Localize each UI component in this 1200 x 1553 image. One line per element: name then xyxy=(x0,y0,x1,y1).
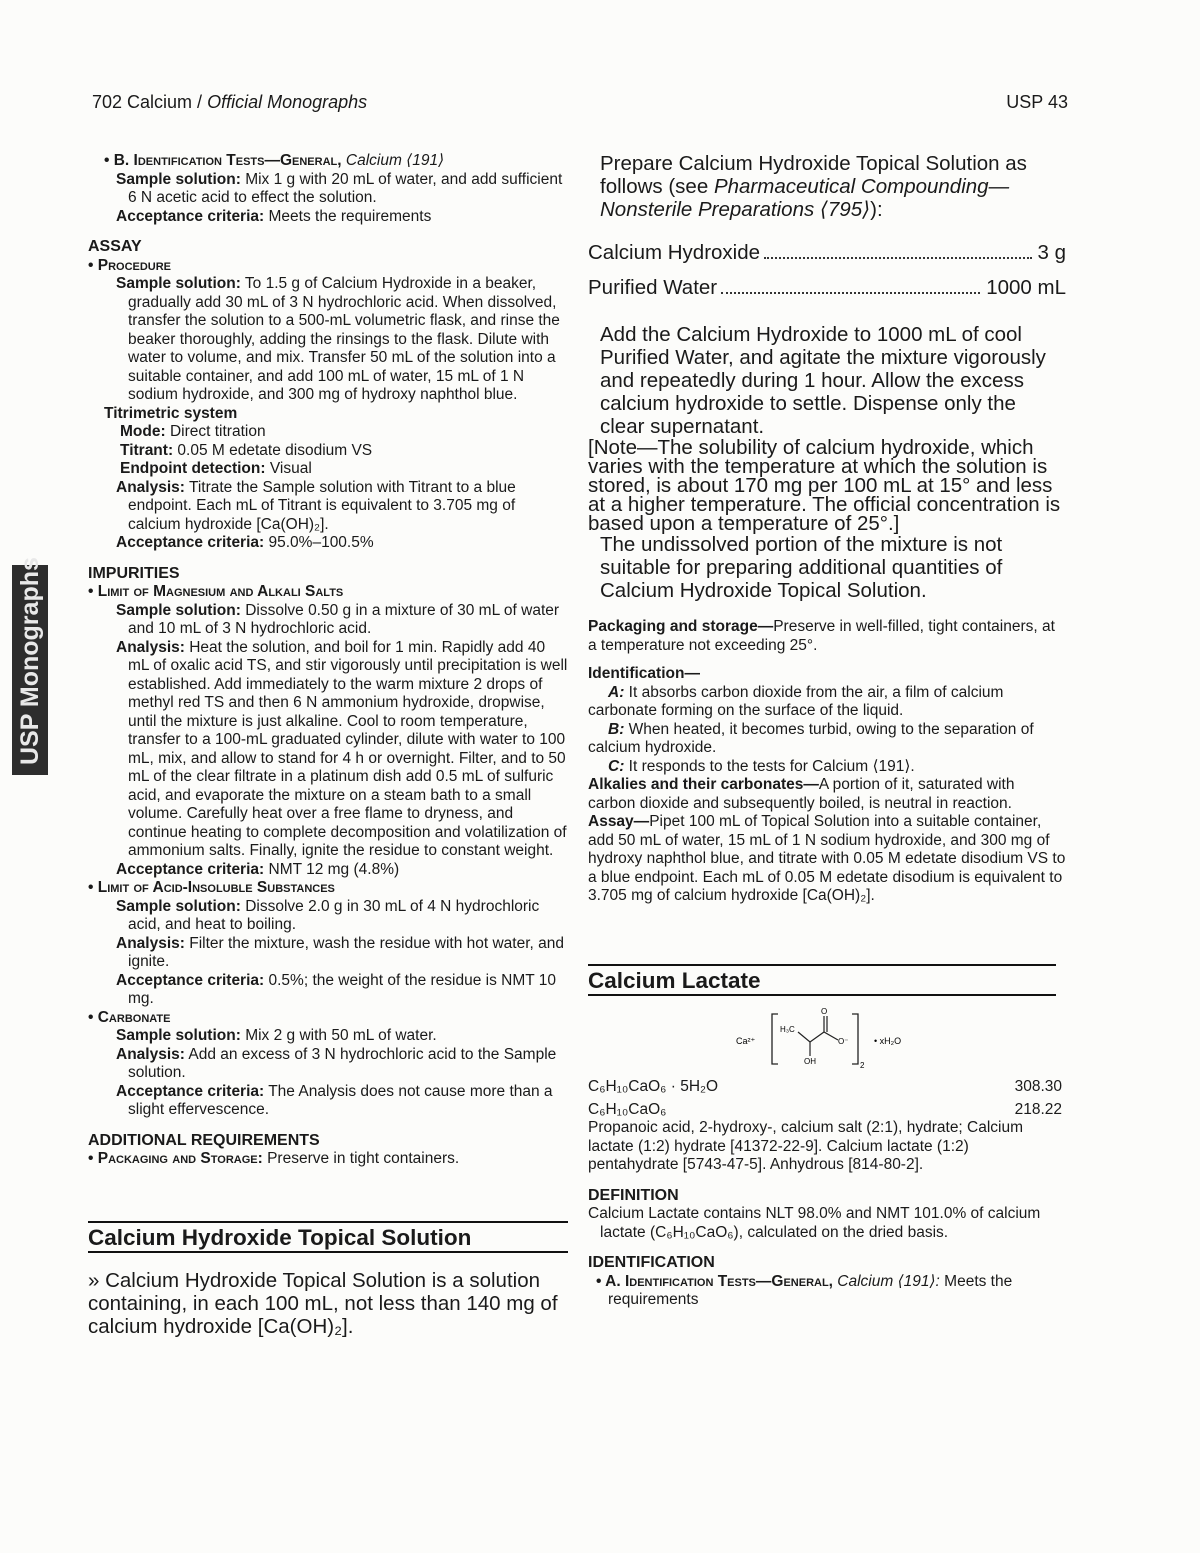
endpoint: Endpoint detection: Visual xyxy=(120,460,312,477)
definition-text: Calcium Lactate contains NLT 98.0% and NMT 101.0% of calcium lactate (C₆H₁₀CaO₆), calculated on the dried basis. xyxy=(588,1205,1041,1241)
lactate-identification-item: • A. Identification Tests—General, Calcium ⟨191⟩: Meets the requirements xyxy=(596,1272,1013,1308)
carb-acceptance: Acceptance criteria: The Analysis does not cause more than a slight effervescence. xyxy=(116,1082,553,1118)
assay-heading: ASSAY xyxy=(88,238,142,255)
packaging-storage: Packaging and storage—Preserve in well-filled, tight containers, at a temperature not exceeding 25°. xyxy=(588,618,1055,654)
packaging-item: • Packaging and Storage: Preserve in tight containers. xyxy=(88,1150,460,1167)
carb-analysis: Analysis: Add an excess of 3 N hydrochloric acid to the Sample solution. xyxy=(116,1045,557,1081)
side-tab: USP Monographs xyxy=(12,565,48,775)
identification-heading: IDENTIFICATION xyxy=(588,1254,715,1271)
molecular-weights xyxy=(588,1078,1062,1119)
ai-label: • Limit of Acid-Insoluble Substances xyxy=(88,879,335,896)
carbonate-label: • Carbonate xyxy=(88,1008,171,1026)
left-column xyxy=(88,152,568,1338)
formula-row: Calcium Hydroxide 3 g xyxy=(588,241,1066,264)
mg-acceptance: Acceptance criteria: NMT 12 mg (4.8%) xyxy=(116,860,400,878)
struct-ominus: O⁻ xyxy=(838,1037,849,1046)
lactate-structure xyxy=(588,1002,1056,1072)
definition-heading: DEFINITION xyxy=(588,1186,679,1204)
titrant: Titrant: 0.05 M edetate disodium VS xyxy=(120,441,373,459)
id-tests-item: • B. Identification Tests—General, Calcium ⟨191⟩ xyxy=(104,152,445,169)
formula-table xyxy=(588,241,1066,299)
mg-sample: Sample solution: Dissolve 0.50 g in a mixture of 30 mL of water and 10 mL of 3 N hydrochloric acid. xyxy=(116,601,560,637)
ai-analysis: Analysis: Filter the mixture, wash the residue with hot water, and ignite. xyxy=(116,934,564,970)
left-bracket xyxy=(772,1014,778,1064)
prepare-text: Prepare Calcium Hydroxide Topical Solution as follows (see Pharmaceutical Compounding—Nonsterile Preparations ⟨795⟩): xyxy=(600,152,1027,221)
identification-label: Identification— xyxy=(588,665,700,682)
struct-sub: 2 xyxy=(860,1061,865,1070)
undissolved-text: The undissolved portion of the mixture is not suitable for preparing additional quantities of Calcium Hydroxide Topical Solution. xyxy=(600,533,1003,602)
chemical-names: Propanoic acid, 2-hydroxy-, calcium salt (2:1), hydrate; Calcium lactate (1:2) hydrate [41372-22-9]. Calcium lactate (1:2) pentahydrate [5743-47-5]. Anhydrous [814-80-2]. xyxy=(588,1119,1024,1173)
header-right: USP 43 xyxy=(1006,92,1068,112)
assay-sample: Sample solution: To 1.5 g of Calcium Hydroxide in a beaker, gradually add 30 mL of 3 N hydrochloric acid. When dissolved, transfer the solution to a 500-mL volumetric flask, and rinse the beaker thoroughly, adding the rinsings to the flask. Dilute with water to volume, and mix. Transfer 50 mL of the solution into a suitable container, and add 100 mL of water, 15 mL of 1 N sodium hydroxide, and 300 mg of hydroxy naphthol blue. xyxy=(116,275,560,403)
struct-ca: Ca²⁺ xyxy=(736,1036,756,1046)
ident-b: B: When heated, it becomes turbid, owing to the separation of calcium hydroxide. xyxy=(588,720,1034,756)
header-left: 702 Calcium / Official Monographs xyxy=(92,92,368,112)
id-acceptance: Acceptance criteria: Meets the requirements xyxy=(116,207,432,225)
lactate-title: Calcium Lactate xyxy=(588,964,1056,997)
mg-analysis: Analysis: Heat the solution, and boil for 1 min. Rapidly add 40 mL of oxalic acid TS, and stir vigorously until precipitation is well established. Add immediately to the warm mixture 2 drops of methyl red TS and then 6 N ammonium hydroxide, dropwise, until the mixture is just alkaline. Cool to room temperature, transfer to a 100-mL graduated cylinder, dilute with water to 100 mL, mix, and allow to stand for 4 h or overnight. Filter, and to 50 mL of the clear filtrate in a platinum dish add 0.5 mL of sulfuric acid, and evaporate the mixture on a steam bath to a small volume. Carefully heat over a free flame to dryness, and continue heating to complete decomposition and volatilization of ammonium salts. Finally, ignite the residue to constant weight. xyxy=(116,638,568,859)
procedure-label: • Procedure xyxy=(88,256,172,274)
assay-analysis: Analysis: Titrate the Sample solution with Titrant to a blue endpoint. Each mL of Titrant is equivalent to 3.705 mg of calcium hydroxide [Ca(OH)₂]. xyxy=(116,478,516,533)
assay-acceptance: Acceptance criteria: 95.0%–100.5% xyxy=(116,534,374,551)
right-column xyxy=(588,152,1066,1310)
topical-intro: » Calcium Hydroxide Topical Solution is a solution containing, in each 100 mL, not less than 140 mg of calcium hydroxide [Ca(OH)₂]. xyxy=(88,1269,558,1338)
topical-title: Calcium Hydroxide Topical Solution xyxy=(88,1221,568,1254)
mw-row: C₆H₁₀CaO₆ · 5H₂O 308.30 xyxy=(588,1078,1062,1095)
right-bracket xyxy=(852,1014,858,1064)
additional-heading: ADDITIONAL REQUIREMENTS xyxy=(88,1131,320,1149)
assay-right: Assay—Pipet 100 mL of Topical Solution into a suitable container, add 50 mL of water, 15 mL of 1 N sodium hydroxide, and 300 mg of hydroxy naphthol blue, and titrate with 0.05 M edetate disodium VS to a blue endpoint. Each mL of 0.05 M edetate disodium is equivalent to 3.705 mg of calcium hydroxide [Ca(OH)₂]. xyxy=(588,813,1066,904)
add-text: Add the Calcium Hydroxide to 1000 mL of cool Purified Water, and agitate the mixture vigorously and repeatedly during 1 hour. Allow the excess calcium hydroxide to settle. Dispense only the clear supernatant. xyxy=(600,323,1046,438)
page-header xyxy=(92,92,1068,113)
mg-label: • Limit of Magnesium and Alkali Salts xyxy=(88,583,344,600)
alkalies: Alkalies and their carbonates—A portion of it, saturated with carbon dioxide and subsequently boiled, is neutral in reaction. xyxy=(588,776,1015,812)
struct-h3c: H₃C xyxy=(780,1025,795,1034)
impurities-heading: IMPURITIES xyxy=(88,564,180,582)
mw-row: C₆H₁₀CaO₆ 218.22 xyxy=(588,1100,1062,1118)
struct-o: O xyxy=(821,1007,828,1016)
mode: Mode: Direct titration xyxy=(120,423,266,440)
ident-a: A: It absorbs carbon dioxide from the air, a film of calcium carbonate forming on the surface of the liquid. xyxy=(588,683,1004,719)
carb-sample: Sample solution: Mix 2 g with 50 mL of water. xyxy=(116,1027,437,1044)
carbon-chain xyxy=(798,1032,838,1042)
titrimetric-label: Titrimetric system xyxy=(104,404,238,422)
note-text: [Note—The solubility of calcium hydroxide, which varies with the temperature at which the solution is stored, is about 170 mg per 100 mL at 15° and less at a higher temperature. The official concentration is based upon a temperature of 25°.] xyxy=(588,436,1061,535)
struct-oh: OH xyxy=(804,1057,816,1066)
ai-sample: Sample solution: Dissolve 2.0 g in 30 mL of 4 N hydrochloric acid, and heat to boiling. xyxy=(116,897,540,933)
ai-acceptance: Acceptance criteria: 0.5%; the weight of the residue is NMT 10 mg. xyxy=(116,971,556,1007)
struct-water: • xH₂O xyxy=(874,1036,902,1046)
id-sample: Sample solution: Mix 1 g with 20 mL of water, and add sufficient 6 N acetic acid to effect the solution. xyxy=(116,170,563,206)
ident-c: C: It responds to the tests for Calcium ⟨191⟩. xyxy=(608,757,915,775)
formula-row: Purified Water 1000 mL xyxy=(588,276,1066,299)
